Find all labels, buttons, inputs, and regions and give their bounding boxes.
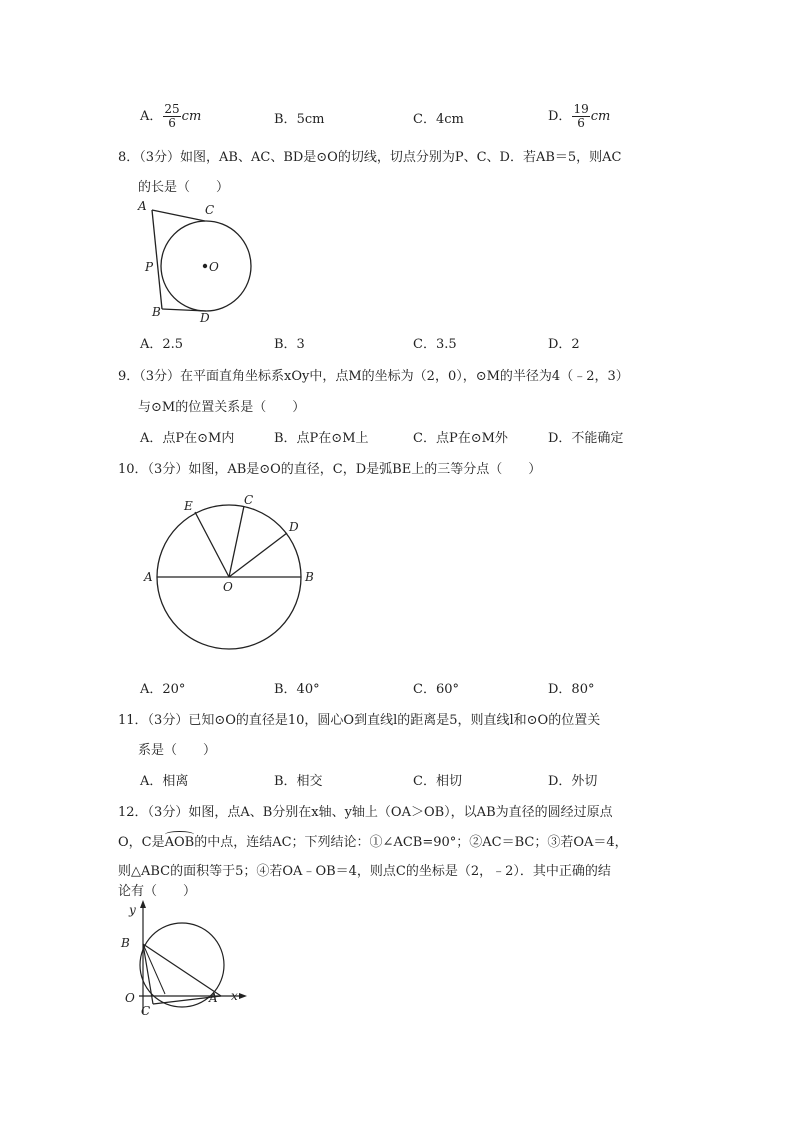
q9-stem-line1: 9．（3分）在平面直角坐标系xOy中，点M的坐标为（2，0），⊙M的半径为4（﹣2，3） — [118, 369, 629, 384]
q8-tangent-ab — [152, 210, 162, 309]
q8-tangent-ac — [152, 210, 205, 221]
q8-figure — [132, 196, 262, 326]
q10-label-e: E — [184, 499, 193, 513]
q12-arc-aob: AOB — [164, 835, 195, 850]
q12-stem-line3: 则△ABC的面积等于5；④若OA﹣OB＝4，则点C的坐标是（2，﹣2）．其中正确的结 — [118, 864, 611, 879]
q10-option-c: C．60° — [413, 682, 459, 697]
q8-label-a: A — [138, 199, 147, 213]
q12-stem-line1: 12．（3分）如图，点A、B分别在x轴、y轴上（OA＞OB），以AB为直径的圆经过原点 — [118, 805, 613, 820]
q7-option-d-fraction: $\frac{19}{6}$ — [573, 102, 589, 130]
q11-option-b: B．相交 — [274, 774, 323, 789]
q12-label-x: x — [231, 989, 238, 1003]
q11-stem-line1: 11．（3分）已知⊙O的直径是10，圆心O到直线l的距离是5，则直线l和⊙O的位置关 — [118, 713, 601, 728]
q11-option-d: D．外切 — [548, 774, 598, 789]
q9-option-c: C．点P在⊙M外 — [413, 431, 508, 446]
q7-option-b: B．5cm — [274, 112, 325, 127]
q10-option-a: A．20° — [140, 682, 186, 697]
q9-option-d: D．不能确定 — [548, 431, 624, 446]
q8-option-c: C．3.5 — [413, 337, 457, 352]
q10-label-d: D — [289, 520, 299, 534]
q8-option-b: B．3 — [274, 337, 305, 352]
q8-label-o: O — [209, 260, 219, 274]
q10-radius-oc — [229, 506, 244, 577]
q8-stem-line2: 的长是（ ） — [138, 180, 230, 195]
q7-option-a: A． $\frac{25}{6}$ cm — [140, 102, 202, 130]
q10-label-a: A — [144, 570, 153, 584]
q10-radius-od — [229, 533, 287, 577]
q10-stem-line1: 10．（3分）如图，AB是⊙O的直径，C，D是弧BE上的三等分点（ ） — [118, 462, 542, 477]
q8-center-dot — [203, 264, 207, 268]
q11-option-c: C．相切 — [413, 774, 462, 789]
q9-stem-line2: 与⊙M的位置关系是（ ） — [138, 400, 306, 415]
q9-option-a: A．点P在⊙M内 — [140, 431, 235, 446]
q10-option-d: D．80° — [548, 682, 595, 697]
q9-option-b: B．点P在⊙M上 — [274, 431, 369, 446]
q8-label-c: C — [205, 203, 215, 217]
q11-option-a: A．相离 — [140, 774, 189, 789]
q10-radius-oe — [195, 512, 229, 577]
q12-segment-bc — [143, 944, 153, 1004]
q12-figure — [115, 898, 255, 1023]
q12-x-arrow — [239, 993, 247, 999]
q12-stem-line2: O，C是AOB的中点，连结AC；下列结论：①∠ACB=90°；②AC＝BC；③若OA＝4， — [118, 835, 628, 850]
q10-option-b: B．40° — [274, 682, 320, 697]
q12-y-arrow — [140, 900, 146, 908]
q8-stem-line1: 8．（3分）如图，AB、AC、BD是⊙O的切线，切点分别为P、C、D．若AB＝5，则AC — [118, 150, 622, 165]
q7-option-c: C．4cm — [413, 112, 464, 127]
q7-option-a-fraction: $\frac{25}{6}$ — [164, 102, 180, 130]
q10-label-c: C — [244, 493, 254, 507]
q8-label-b: B — [152, 305, 161, 319]
q8-option-d: D．2 — [548, 337, 580, 352]
q12-label-b: B — [121, 936, 130, 950]
q10-label-b: B — [305, 570, 314, 584]
q12-label-a: A — [209, 991, 218, 1005]
q7-option-d: D． $\frac{19}{6}$ cm — [548, 102, 611, 130]
q10-figure — [140, 488, 330, 673]
q12-label-c: C — [141, 1004, 151, 1018]
q8-label-p: P — [145, 260, 154, 274]
q8-label-d: D — [200, 311, 210, 325]
q12-stem-line4: 论有（ ） — [118, 884, 197, 899]
q12-label-o: O — [125, 991, 135, 1005]
q11-stem-line2: 系是（ ） — [138, 743, 217, 758]
q8-option-a: A．2.5 — [140, 337, 184, 352]
q10-label-o: O — [223, 580, 233, 594]
q12-label-y: y — [129, 903, 136, 917]
